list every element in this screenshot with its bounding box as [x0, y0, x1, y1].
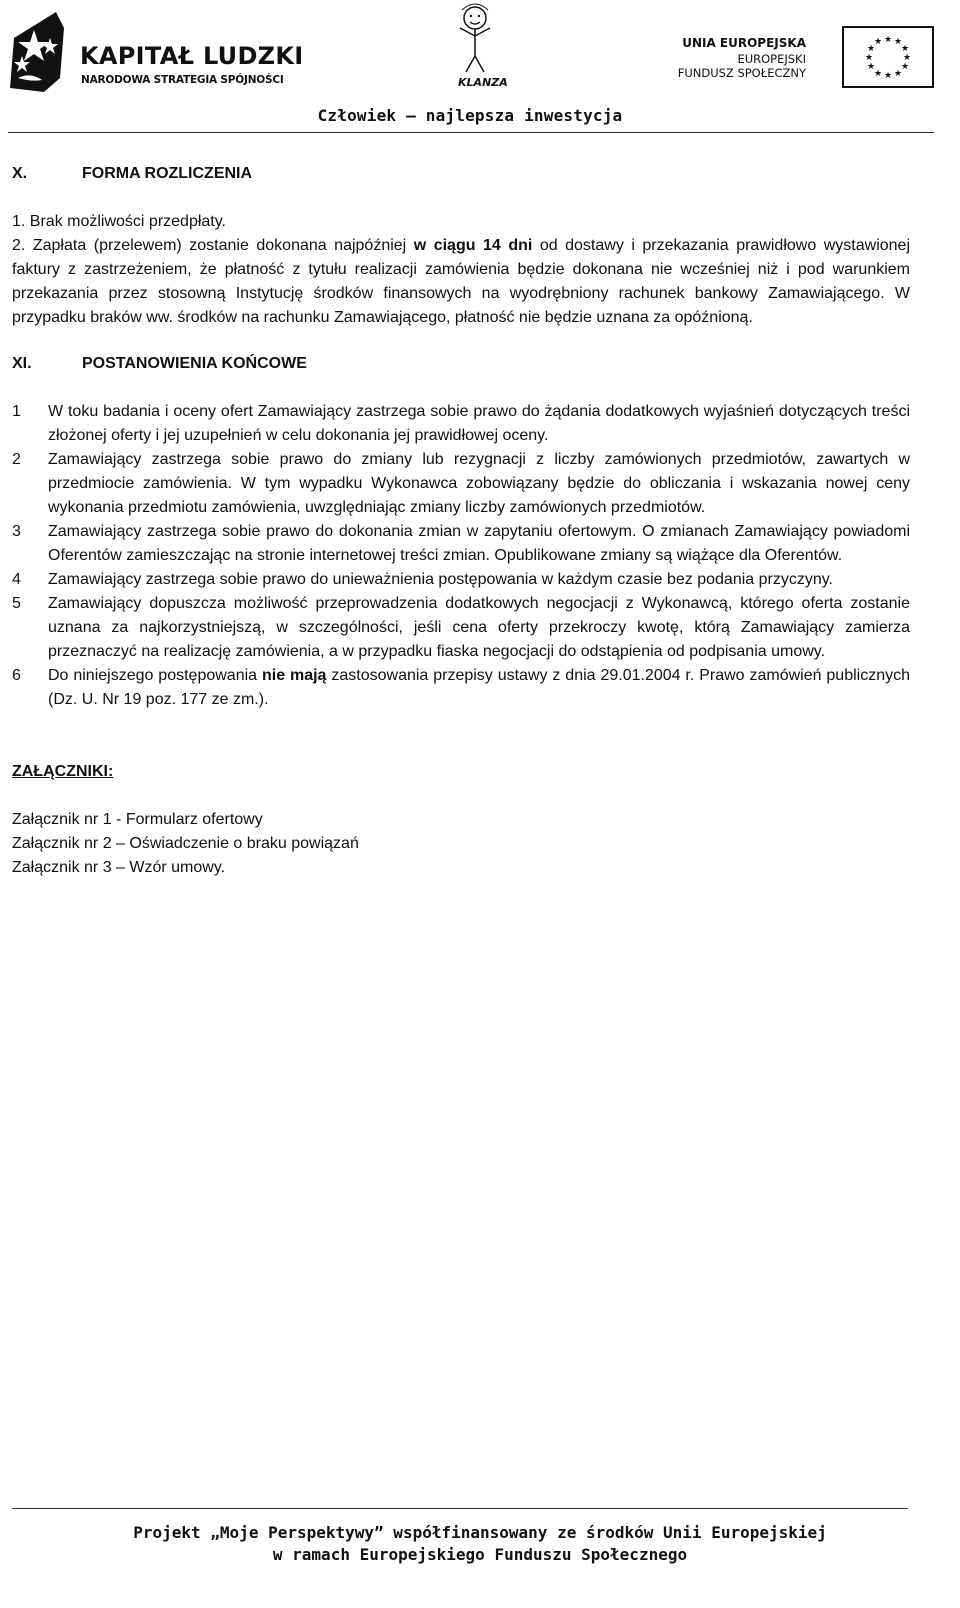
eu-title: UNIA EUROPEJSKA [682, 36, 806, 50]
svg-text:★: ★ [864, 53, 874, 63]
document-body [12, 162, 910, 880]
eu-fund-line1: EUROPEJSKI [737, 52, 806, 66]
svg-text:★: ★ [902, 53, 912, 63]
svg-text:★: ★ [866, 44, 876, 54]
klanza-logo [440, 0, 510, 98]
svg-text:★: ★ [873, 37, 883, 47]
kapital-ludzki-star-icon [4, 8, 74, 98]
section-11-title: POSTANOWIENIA KOŃCOWE [82, 355, 307, 372]
svg-text:★: ★ [900, 44, 910, 54]
attachment-item: Załącznik nr 1 - Formularz ofertowy [12, 811, 263, 828]
section-10-number: X. [12, 165, 28, 182]
eu-fund-line2: FUNDUSZ SPOŁECZNY [677, 66, 806, 80]
kapital-ludzki-logo [4, 8, 304, 98]
footer-line-1: Projekt „Moje Perspektywy” współfinansowany ze środków Unii Europejskiej [133, 1523, 827, 1542]
footer [40, 1522, 920, 1566]
list-item: 6 Do niniejszego postępowania nie mają zastosowania przepisy ustawy z dnia 29.01.2004 r. Prawo zamówień publicznych (Dz. U. Nr 19 poz. 177 ze zm.). [12, 667, 911, 708]
section-10-heading [12, 162, 910, 186]
section-11-heading [12, 352, 910, 376]
footer-divider [12, 1508, 908, 1509]
svg-text:★: ★ [883, 71, 893, 81]
section-10-item-2: 2. Zapłata (przelewem) zostanie dokonana najpóźniej w ciągu 14 dni od dostawy i przekazania prawidłowo wystawionej faktury z zastrzeżeniem, że płatność z tytułu realizacji zamówienia będzie dokonana nie wcześniej niż i pod warunkiem przekazania przez stosowną Instytucję środków finansowych na wyodrębniony rachunek bankowy Zamawiającego. W przypadku braków ww. środków na rachunku Zamawiającego, płatność nie będzie uznana za opóźnioną. [12, 237, 911, 326]
svg-text:★: ★ [883, 35, 893, 45]
header-divider [8, 132, 934, 133]
section-10-title: FORMA ROZLICZENIA [82, 165, 253, 182]
klanza-name: KLANZA [458, 76, 508, 89]
list-item: 3 Zamawiający zastrzega sobie prawo do dokonania zmian w zapytaniu ofertowym. O zmianach Zamawiający powiadomi Oferentów zamieszczając na stronie internetowej treści zmian. Opublikowane zmiany są wiążące dla Oferentów. [12, 523, 910, 564]
svg-text:★: ★ [893, 69, 903, 79]
klanza-figure-icon [440, 0, 510, 80]
attachment-item: Załącznik nr 3 – Wzór umowy. [12, 859, 226, 876]
kapital-ludzki-title: KAPITAŁ LUDZKI [80, 42, 304, 70]
attachments-title: ZAŁĄCZNIKI: [12, 763, 114, 780]
svg-text:★: ★ [873, 69, 883, 79]
section-11-list [12, 400, 910, 712]
svg-text:★: ★ [866, 62, 876, 72]
list-item: 1 W toku badania i oceny ofert Zamawiający zastrzega sobie prawo do żądania dodatkowych wyjaśnień dotyczących treści złożonej oferty i jej uzupełnień w celu dokonania jej prawidłowej oceny. [12, 403, 910, 444]
svg-text:★: ★ [893, 37, 903, 47]
section-10-item-1: 1. Brak możliwości przedpłaty. [12, 213, 226, 230]
footer-line-2: w ramach Europejskiego Funduszu Społecznego [272, 1545, 688, 1564]
kapital-ludzki-subtitle: NARODOWA STRATEGIA SPÓJNOŚCI [81, 74, 284, 86]
list-item: 5 Zamawiający dopuszcza możliwość przeprowadzenia dodatkowych negocjacji z Wykonawcą, którego oferta zostanie uznana za najkorzystniejszą, w szczególności, jeśli cena oferty przekroczy kwotę, którą Zamawiający zamierza przeznaczyć na realizację zamówienia, a w przypadku fiaska negocjacji do odstąpienia od podpisania umowy. [12, 595, 910, 660]
eu-flag-icon [842, 26, 934, 88]
attachment-item: Załącznik nr 2 – Oświadczenie o braku powiązań [12, 835, 359, 852]
svg-text:★: ★ [900, 62, 910, 72]
tagline: Człowiek – najlepsza inwestycja [317, 106, 623, 125]
list-item: 4 Zamawiający zastrzega sobie prawo do unieważnienia postępowania w każdym czasie bez podania przyczyny. [12, 571, 833, 588]
section-11-number: XI. [12, 355, 32, 372]
list-item: 2 Zamawiający zastrzega sobie prawo do zmiany lub rezygnacji z liczby zamówionych przedmiotów, zawartych w przedmiocie zamówienia. W tym wypadku Wykonawca zobowiązany będzie do obliczania i wskazania nowej ceny wykonania przedmiotu zamówienia, uwzględniając zmiany liczby zamówionych przedmiotów. [12, 451, 910, 516]
eu-logo [677, 24, 934, 94]
